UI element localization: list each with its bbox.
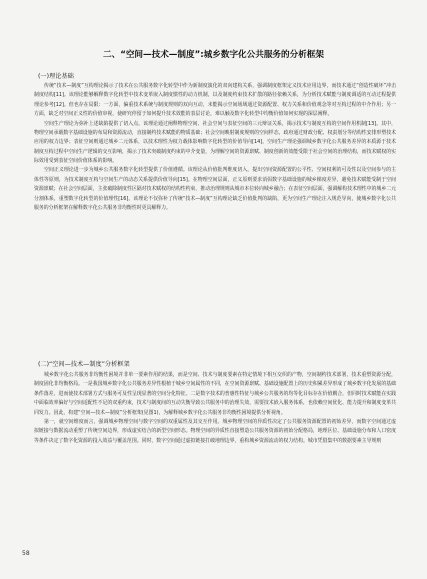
paragraph: 空间生产理论为弥补上述缺陷提供了切入点。该理论通过阐释物理空间、社会空间与表征空间的三元辩证关系，揭示技术与制度互构的空间作用机制[13]。其中，物理空间承载数字基础设施的布局和资源流动，直接制约技术赋能的物质基础；社会空间映射制度规则的空间样态，政府通过财政分配、权责划分等结构性安排形塑技术应用的权力边界；表征空间则通过城乡二元体系，以技术理性为权力载体影响数字化转型的价值导向[14]。空间生产理论强调城乡数字化公共服务差异的本质源于技术制度互构过程中空间生产逻辑的交互影响，揭示了技术突破制度约束的中介变量，为理解空间的资源禀赋、制度创新的效能受限于社会空间的治理结构，而技术赋权的实际效用受到表征空间价值体系的影响。 [34, 120, 396, 164]
theory-body [34, 82, 396, 213]
page-number: 58 [22, 550, 30, 557]
paragraph: 第一，就空间维度而言，强调城乡物理空间与数字空间的双重属性及其交互作用。城乡物理空间的异质性决定了公共服务资源配置的初始差异，而数字空间通过虚拟链接与数据流动重塑了传统空间边界，形成虚实结合的新型空间形态。物理空间的异质性直接塑造公共服务资源的初始分配格局，地理区位、基础设施分布和人口密度等条件决定了数字化资源的投入效益与覆盖范围。同时，数字空间通过虚拟链接打破地理边界，重构城乡资源流动的权力结构。城市凭借集中的数据要素主导规则 [34, 418, 396, 444]
paragraph: 传统“技术—制度”互构理论揭示了技术在公共服务数字化转型中作为新制度演化的双向建构关系，强调制度框架定义技术应用边界，而技术通过“创造性破坏”冲击制度结构[11]。该理论能够解释数字化转型中技术变革嵌入制度惯性的动力机制，以及制度约束技术扩散的路径依赖关系，为分析技术赋能与制度调适的互动过程提供理论参考[12]。但也存在局限：一方面，偏重技术系统与制度规则的双向互动，未能揭示空间场域通过资源配置、权力关系和价值观念等对互构过程的中介作用；另一方面，缺乏对空间正义性的价值审视，使研究停留于如何提升技术效能的表层讨论，难以触及数字化转型中均衡价值如何实现的深层阐释。 [34, 83, 396, 118]
section-title: 二、“空间—技术—制度”:城乡数字化公共服务的分析框架 [103, 50, 324, 60]
paragraph: 空间正义理论进一步为城乡公共服务数字化转型提供了价值遵循。该理论从价值批判维度切入，提出空间资源配置的公平性、空间权利的可及性以及空间参与的主体性等原则，为技术制度互构与空间生产的动态关系提供价值导向[15]。在物理空间层面，正义原则要求消弭数字基础设施的城乡梯度差异，避免技术赋能受制于空间资源禀赋；在社会空间层面，主张破除制度性区隔对技术赋权的结构性约束，推动治理规则从城市本位转向城乡融合；在表征空间层面，强调解构技术理性中的城乡二元分割体系，重塑数字化转型的价值理性[16]。该理论不仅弥补了传统“技术—制度”互构理论缺乏价值批判的缺陷，更为空间生产理论注入规范导向，使城乡数字化公共服务的分析框架在解释数字化公共服务非均衡性时更具解释力。 [34, 167, 396, 211]
paragraph: 城乡数字化公共服务非均衡性困境并非单一要素作用的结果，而是空间、技术与制度要素在特定情境下相互交织的产物，空间制约技术部署，技术重塑资源分配，制度固化非均衡格局。一是我国城乡数字化公共服务差异性根植于城乡空间属性的不同，在空间资源禀赋、基础设施配置上的历史积累差异形成了城乡数字化发展的基础条件落差，进而使技术部署方式与服务可及性呈现显著的空间分化特征。二是数字技术的普惠性特征与城乡公共服务的均等化目标存在价值耦合，但同时技术赋能在实践中面临效率偏好与空间适配性不足的双重约束，技术与制度间的互动失衡导致公共服务中的治理失效，需要技术嵌入服务体系，也依赖空间优化、能力提升和制度变革共同发力。因此，构建“空间—技术—制度”分析框架(见图1)，为解释城乡数字化公共服务非均衡性困境提供分析视角。 [34, 372, 396, 416]
framework-body [34, 371, 396, 446]
subsection-heading-framework: (二)“空间—技术—制度”分析框架 [38, 361, 130, 368]
subsection-heading-theory: (一)理论基础 [38, 73, 74, 80]
